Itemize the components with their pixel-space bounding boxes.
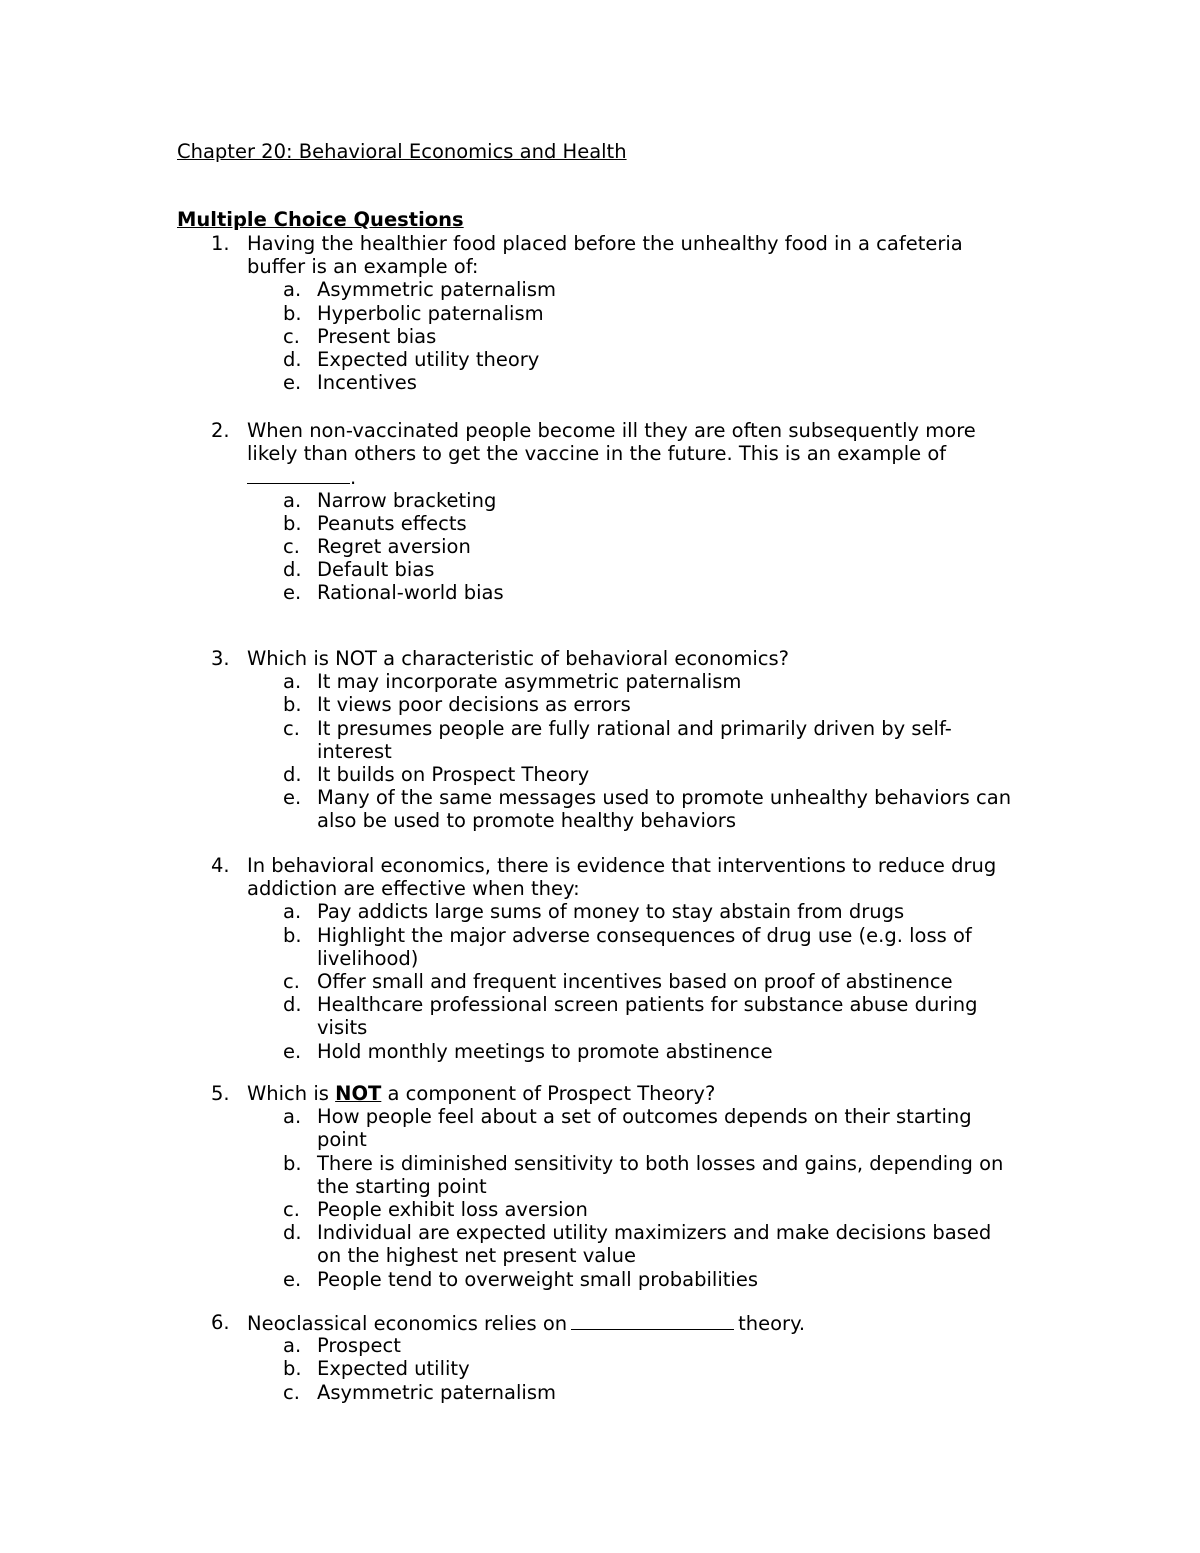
option-b bbox=[0, 693, 1200, 716]
option-text: Individual are expected utility maximizers and make decisions based bbox=[317, 1221, 992, 1245]
option-d-continued bbox=[0, 1244, 1200, 1267]
option-text: It may incorporate asymmetric paternalism bbox=[317, 670, 742, 694]
chapter-title: Chapter 20: Behavioral Economics and Health bbox=[177, 140, 627, 163]
option-letter: b. bbox=[283, 301, 302, 325]
option-letter: d. bbox=[283, 558, 302, 582]
option-e-continued bbox=[0, 809, 1200, 832]
option-text: visits bbox=[317, 1016, 368, 1040]
option-letter: c. bbox=[283, 1380, 300, 1404]
question-number: 6. bbox=[211, 1311, 230, 1334]
option-letter: e. bbox=[283, 1039, 302, 1063]
option-e bbox=[0, 581, 1200, 604]
option-letter: d. bbox=[283, 347, 302, 371]
question-5 bbox=[0, 1082, 1200, 1291]
question-line bbox=[0, 232, 1200, 255]
option-b-continued bbox=[0, 947, 1200, 970]
question-suffix: theory. bbox=[738, 1312, 806, 1335]
option-letter: c. bbox=[283, 969, 300, 993]
option-letter: b. bbox=[283, 923, 302, 947]
question-line bbox=[0, 1311, 1200, 1334]
option-d bbox=[0, 558, 1200, 581]
option-a bbox=[0, 489, 1200, 512]
option-e bbox=[0, 371, 1200, 394]
question-line bbox=[0, 854, 1200, 877]
question-2 bbox=[0, 419, 1200, 605]
option-letter: c. bbox=[283, 1197, 300, 1221]
question-line bbox=[0, 1082, 1200, 1105]
question-3 bbox=[0, 647, 1200, 833]
option-letter: c. bbox=[283, 716, 300, 740]
option-letter: b. bbox=[283, 1151, 302, 1175]
option-text: point bbox=[317, 1128, 367, 1152]
option-letter: b. bbox=[283, 511, 302, 535]
blank-underline bbox=[247, 465, 350, 484]
option-letter: e. bbox=[283, 371, 302, 395]
question-number: 1. bbox=[211, 232, 230, 255]
question-text: Having the healthier food placed before the unhealthy food in a cafeteria bbox=[247, 232, 963, 255]
question-text: buffer is an example of: bbox=[247, 255, 479, 279]
option-text: Present bias bbox=[317, 324, 437, 348]
option-b-continued bbox=[0, 1175, 1200, 1198]
option-b bbox=[0, 1357, 1200, 1380]
option-text: the starting point bbox=[317, 1174, 487, 1198]
option-text: Peanuts effects bbox=[317, 511, 467, 535]
blank-suffix: . bbox=[350, 466, 357, 490]
answer-blank bbox=[571, 1311, 734, 1330]
question-number: 3. bbox=[211, 647, 230, 670]
question-line bbox=[0, 419, 1200, 442]
question-number: 2. bbox=[211, 419, 230, 442]
option-text: Healthcare professional screen patients for substance abuse during bbox=[317, 993, 978, 1017]
option-text: Highlight the major adverse consequences of drug use (e.g. loss of bbox=[317, 923, 972, 947]
option-text: It builds on Prospect Theory bbox=[317, 762, 590, 786]
option-text: There is diminished sensitivity to both losses and gains, depending on bbox=[317, 1151, 1004, 1175]
question-1 bbox=[0, 232, 1200, 394]
option-text: Pay addicts large sums of money to stay abstain from drugs bbox=[317, 900, 905, 924]
option-d-continued bbox=[0, 1016, 1200, 1039]
question-text: Which is NOT a characteristic of behavioral economics? bbox=[247, 647, 789, 670]
option-letter: d. bbox=[283, 1221, 302, 1245]
option-text: Narrow bracketing bbox=[317, 488, 497, 512]
option-c-continued bbox=[0, 740, 1200, 763]
option-e bbox=[0, 1268, 1200, 1291]
option-d bbox=[0, 1221, 1200, 1244]
option-letter: a. bbox=[283, 1334, 302, 1358]
option-text: Rational-world bias bbox=[317, 581, 504, 605]
option-text: also be used to promote healthy behaviors bbox=[317, 809, 736, 833]
option-e bbox=[0, 786, 1200, 809]
option-letter: c. bbox=[283, 324, 300, 348]
option-letter: b. bbox=[283, 693, 302, 717]
option-b bbox=[0, 302, 1200, 325]
option-text: Hyperbolic paternalism bbox=[317, 301, 544, 325]
question-text: When non-vaccinated people become ill they are often subsequently more bbox=[247, 419, 976, 442]
option-d bbox=[0, 763, 1200, 786]
option-text: on the highest net present value bbox=[317, 1244, 636, 1268]
option-letter: d. bbox=[283, 762, 302, 786]
option-text: People tend to overweight small probabilities bbox=[317, 1267, 758, 1291]
option-e bbox=[0, 1040, 1200, 1063]
option-a bbox=[0, 670, 1200, 693]
option-c bbox=[0, 535, 1200, 558]
question-6 bbox=[0, 1311, 1200, 1404]
answer-blank bbox=[247, 465, 356, 489]
question-suffix: a component of Prospect Theory? bbox=[381, 1082, 716, 1105]
option-letter: e. bbox=[283, 1267, 302, 1291]
option-letter: e. bbox=[283, 581, 302, 605]
option-b bbox=[0, 924, 1200, 947]
option-text: It views poor decisions as errors bbox=[317, 693, 631, 717]
option-c bbox=[0, 1198, 1200, 1221]
option-a bbox=[0, 1334, 1200, 1357]
option-b bbox=[0, 512, 1200, 535]
option-text: Incentives bbox=[317, 371, 417, 395]
option-letter: d. bbox=[283, 993, 302, 1017]
option-text: Default bias bbox=[317, 558, 435, 582]
option-b bbox=[0, 1152, 1200, 1175]
option-a-continued bbox=[0, 1128, 1200, 1151]
option-c bbox=[0, 1381, 1200, 1404]
option-text: How people feel about a set of outcomes depends on their starting bbox=[317, 1105, 972, 1129]
option-text: livelihood) bbox=[317, 946, 419, 970]
option-d bbox=[0, 993, 1200, 1016]
section-heading: Multiple Choice Questions bbox=[177, 208, 464, 231]
option-text: Offer small and frequent incentives based on proof of abstinence bbox=[317, 969, 953, 993]
option-a bbox=[0, 900, 1200, 923]
option-text: Many of the same messages used to promote unhealthy behaviors can bbox=[317, 786, 1012, 810]
question-text: In behavioral economics, there is evidence that interventions to reduce drug bbox=[247, 854, 997, 877]
question-text bbox=[247, 1311, 805, 1335]
option-text: Expected utility theory bbox=[317, 347, 540, 371]
question-number: 5. bbox=[211, 1082, 230, 1105]
option-text: Expected utility bbox=[317, 1357, 470, 1381]
question-prefix: Neoclassical economics relies on bbox=[247, 1312, 568, 1335]
option-c bbox=[0, 717, 1200, 740]
option-a bbox=[0, 1105, 1200, 1128]
option-text: It presumes people are fully rational and primarily driven by self- bbox=[317, 716, 952, 740]
question-prefix: Which is bbox=[247, 1082, 336, 1105]
option-text: People exhibit loss aversion bbox=[317, 1197, 588, 1221]
option-c bbox=[0, 970, 1200, 993]
option-text: interest bbox=[317, 739, 392, 763]
option-letter: a. bbox=[283, 670, 302, 694]
option-letter: a. bbox=[283, 278, 302, 302]
option-text: Regret aversion bbox=[317, 534, 471, 558]
question-line bbox=[0, 255, 1200, 278]
question-line bbox=[0, 442, 1200, 465]
option-text: Prospect bbox=[317, 1334, 401, 1358]
question-number: 4. bbox=[211, 854, 230, 877]
question-text bbox=[247, 1082, 715, 1105]
question-line bbox=[0, 647, 1200, 670]
option-d bbox=[0, 348, 1200, 371]
option-c bbox=[0, 325, 1200, 348]
option-text: Asymmetric paternalism bbox=[317, 1380, 556, 1404]
question-text: addiction are effective when they: bbox=[247, 877, 580, 901]
question-line bbox=[0, 877, 1200, 900]
option-text: Asymmetric paternalism bbox=[317, 278, 556, 302]
question-text: likely than others to get the vaccine in the future. This is an example of bbox=[247, 442, 947, 466]
option-letter: a. bbox=[283, 488, 302, 512]
option-letter: e. bbox=[283, 786, 302, 810]
option-a bbox=[0, 278, 1200, 301]
option-letter: b. bbox=[283, 1357, 302, 1381]
option-letter: a. bbox=[283, 1105, 302, 1129]
answer-blank-line bbox=[0, 465, 1200, 488]
option-text: Hold monthly meetings to promote abstinence bbox=[317, 1039, 773, 1063]
option-letter: a. bbox=[283, 900, 302, 924]
option-letter: c. bbox=[283, 534, 300, 558]
question-emphasis: NOT bbox=[335, 1082, 382, 1105]
question-4 bbox=[0, 854, 1200, 1063]
